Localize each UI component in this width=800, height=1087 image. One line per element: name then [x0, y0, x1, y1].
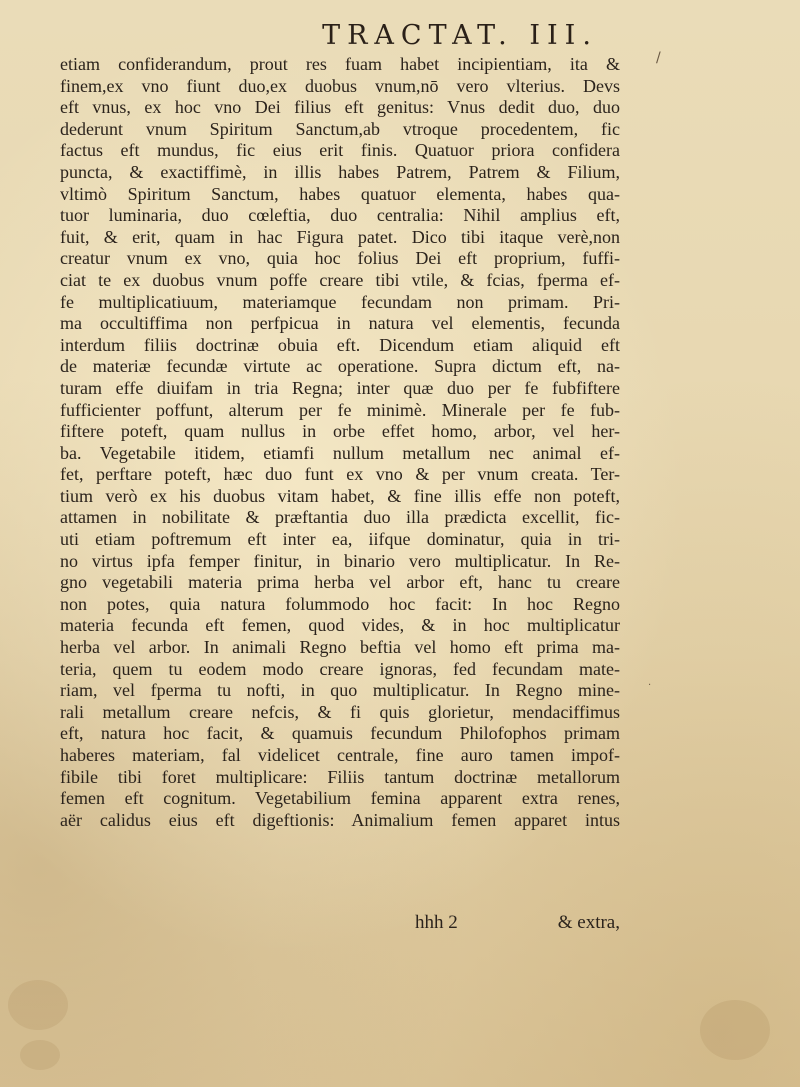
text-line: etiam confiderandum, prout res fuam habet incipientiam, ita &: [60, 54, 620, 74]
text-line: dederunt vnum Spiritum Sanctum,ab vtroque procedentem, fic: [60, 118, 620, 139]
text-line: no virtus ipfa femper finitur, in binario vero multiplicatur. In Re-: [60, 550, 620, 571]
text-line: teria, quem tu eodem modo creare ignoras, fed fecundam mate-: [60, 658, 620, 679]
text-line: tuor luminaria, duo cœleftia, duo centralia: Nihil amplius eft,: [60, 205, 620, 226]
margin-mark: ·: [648, 680, 652, 691]
text-line: interdum filiis doctrinæ obuia eft. Dicendum etiam aliquid eft: [60, 334, 620, 355]
text-line: riam, vel fperma tu nofti, in quo multiplicatur. In Regno mine-: [60, 680, 620, 701]
text-line: fiftere poteft, quam nullus in orbe effet homo, arbor, vel her-: [60, 421, 620, 442]
text-line: attamen in nobilitate & præftantia duo illa prædicta excellit, fic-: [60, 507, 620, 528]
text-line: fufficienter poffunt, alterum per fe minimè. Minerale per fe fub-: [60, 399, 620, 420]
text-line: tium verò ex his duobus vitam habet, & fine illis effe non poteft,: [60, 485, 620, 506]
text-line: haberes materiam, fal videlicet centrale, fine auro tamen impof-: [60, 745, 620, 765]
text-line: ba. Vegetabile itidem, etiamfi nullum metallum nec animal ef-: [60, 442, 620, 463]
text-line: eft vnus, ex hoc vno Dei filius eft genitus: Vnus dedit duo, duo: [60, 97, 620, 118]
text-line: fet, perftare poteft, hæc duo funt ex vno & per vnum creata. Ter-: [60, 464, 620, 485]
paper-stain: [20, 1040, 60, 1070]
running-head: TRACTAT. III.: [322, 20, 598, 51]
text-line: fe multiplicatiuum, materiamque fecundam non primam. Pri-: [60, 291, 620, 312]
text-line: ciat te ex duobus vnum poffe creare tibi vtile, & fcias, fperma ef-: [60, 269, 620, 290]
margin-mark: /: [656, 50, 661, 66]
text-line: femen eft cognitum. Vegetabilium femina apparent extra renes,: [60, 788, 620, 809]
text-line: eft, natura hoc facit, & quamuis fecundum Philofophos primam: [60, 723, 620, 744]
main-text-block: [60, 54, 620, 831]
text-line: fibile tibi foret multiplicare: Filiis tantum doctrinæ metallorum: [60, 766, 620, 787]
text-line: factus eft mundus, fic eius erit finis. Quatuor priora confidera: [60, 140, 620, 161]
paper-stain: [8, 980, 68, 1030]
text-line: herba vel arbor. In animali Regno beftia vel homo eft prima ma-: [60, 637, 620, 658]
signature-mark: hhh 2: [415, 912, 458, 933]
text-line: creatur vnum ex vno, quia hoc folius Dei eft proprium, fuffi-: [60, 248, 620, 269]
text-line: ma occultiffima non perfpicua in natura vel elementis, fecunda: [60, 313, 620, 334]
text-line: aër calidus eius eft digeftionis: Animalium femen apparet intus: [60, 809, 620, 830]
text-line: fuit, & erit, quam in hac Figura patet. Dico tibi itaque verè,non: [60, 226, 620, 247]
text-line: de materiæ fecundæ virtute ac operatione. Supra dictum eft, na-: [60, 356, 620, 377]
text-line: finem,ex vno fiunt duo,ex duobus vnum,nō vero vlterius. Devs: [60, 75, 620, 96]
text-line: gno vegetabili materia prima herba vel arbor eft, hanc tu creare: [60, 572, 620, 593]
text-line: puncta, & exactiffimè, in illis habes Patrem, Patrem & Filium,: [60, 161, 620, 182]
text-line: non potes, quia natura folummodo hoc facit: In hoc Regno: [60, 593, 620, 614]
text-line: vltimò Spiritum Sanctum, habes quatuor elementa, habes qua-: [60, 183, 620, 204]
text-line: turam effe diuifam in tria Regna; inter quæ duo per fe fubfiftere: [60, 377, 620, 398]
text-line: rali metallum creare nefcis, & fi quis glorietur, mendaciffimus: [60, 701, 620, 722]
paper-stain: [700, 1000, 770, 1060]
catchword: & extra,: [557, 912, 620, 933]
text-line: materia fecunda eft femen, quod vides, & in hoc multiplicatur: [60, 615, 620, 636]
text-line: uti etiam poftremum eft inter ea, iifque dominatur, quia in tri-: [60, 529, 620, 550]
